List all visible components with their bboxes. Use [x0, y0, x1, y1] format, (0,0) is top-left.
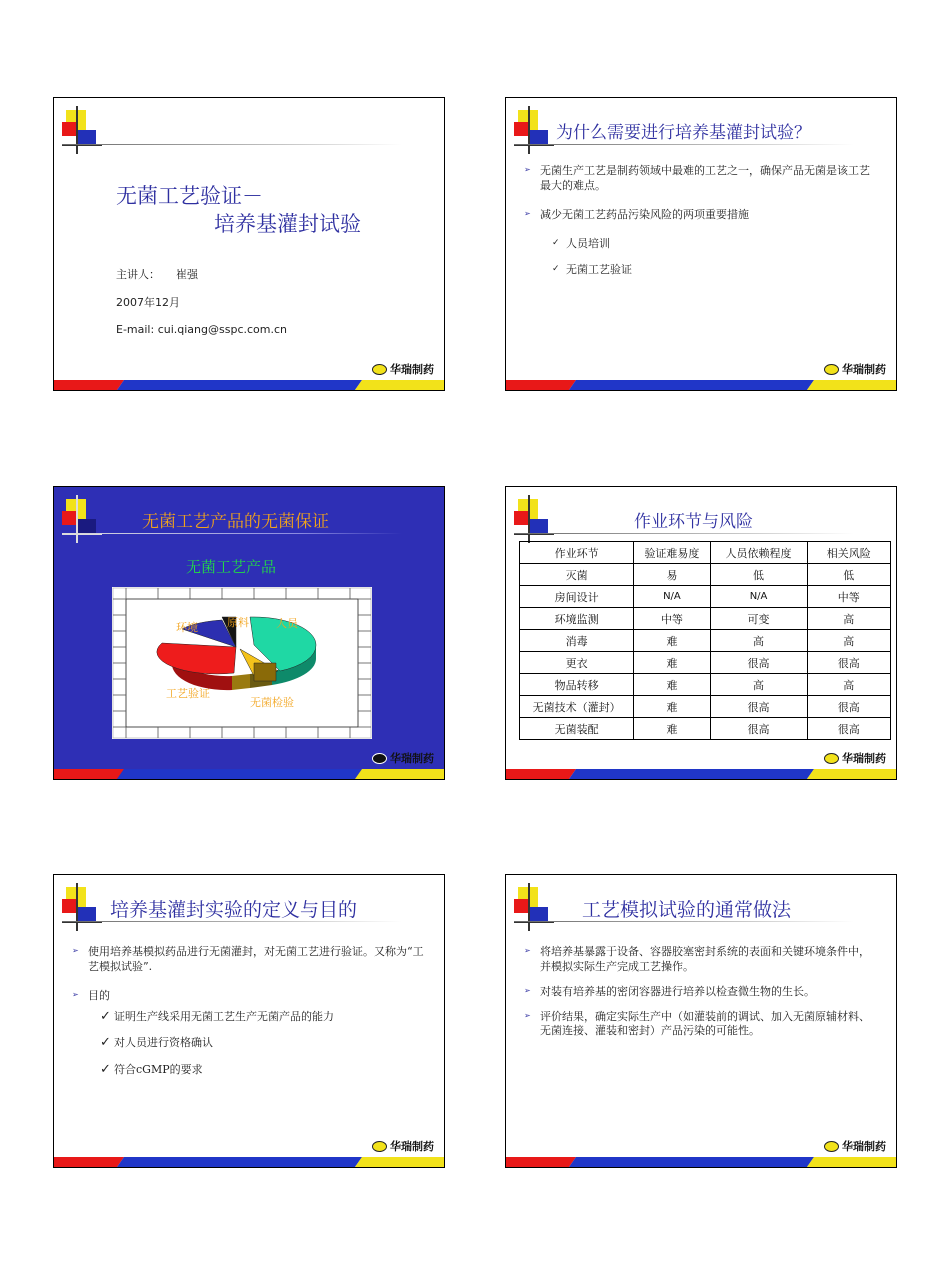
table-cell: 中等	[634, 608, 710, 630]
brand-logo: 华瑞制药	[824, 361, 886, 377]
corner-logo-decoration	[62, 883, 102, 931]
date: 2007年12月	[116, 296, 180, 309]
table-cell: 高	[807, 630, 890, 652]
brand-mark-icon	[372, 1141, 387, 1152]
pie-label-env: 环境	[176, 621, 198, 634]
table-cell: 难	[634, 630, 710, 652]
table-cell: 中等	[807, 586, 890, 608]
table-cell: 易	[634, 564, 710, 586]
brand-logo: 华瑞制药	[824, 750, 886, 766]
pie-label-raw: 原料	[227, 616, 249, 629]
table-cell: 高	[807, 674, 890, 696]
table-row	[520, 696, 891, 718]
presenter	[116, 266, 198, 282]
sub-bullet-item: ✓ 证明生产线采用无菌工艺生产无菌产品的能力	[72, 1010, 426, 1025]
bullet-item: ➢ 对装有培养基的密闭容器进行培养以检查微生物的生长。	[524, 985, 878, 1000]
table-cell: 很高	[807, 652, 890, 674]
table-cell: 高	[710, 630, 807, 652]
corner-logo-decoration	[514, 106, 554, 154]
slide-heading: 作业环节与风险	[634, 512, 753, 532]
slide-heading: 培养基灌封实验的定义与目的	[110, 899, 358, 921]
table-cell: 无菌装配	[520, 718, 634, 740]
table-cell: 难	[634, 718, 710, 740]
pie-chart	[112, 587, 372, 739]
bottom-stripe	[506, 1157, 896, 1167]
bottom-stripe	[54, 1157, 444, 1167]
sub-bullet-item: ✓ 符合cGMP的要求	[72, 1063, 426, 1078]
table-row	[520, 586, 891, 608]
table-cell: 低	[807, 564, 890, 586]
bullet-item: ➢ 目的	[72, 989, 426, 1004]
bullet-item: ➢ 使用培养基模拟药品进行无菌灌封，对无菌工艺进行验证。又称为“工艺模拟试验”.	[72, 945, 426, 975]
table-cell: 更衣	[520, 652, 634, 674]
corner-logo-decoration	[62, 106, 102, 154]
table-cell: 难	[634, 652, 710, 674]
table-cell: N/A	[710, 586, 807, 608]
bullet-item: ➢ 评价结果，确定实际生产中（如灌装前的调试、加入无菌原辅材料、无菌连接、灌装和密封）产品污染的可能性。	[524, 1010, 878, 1040]
chart-subtitle: 无菌工艺产品	[186, 558, 277, 576]
slide-title-line2: 培养基灌封试验	[214, 212, 361, 236]
table-cell: 环境监测	[520, 608, 634, 630]
slide-heading: 为什么需要进行培养基灌封试验？	[556, 123, 811, 143]
slide-title	[53, 97, 445, 391]
table-cell: 消毒	[520, 630, 634, 652]
table-row	[520, 608, 891, 630]
brand-mark-icon	[824, 753, 839, 764]
divider	[514, 144, 854, 145]
brand-mark-icon	[372, 364, 387, 375]
pie-label-staff: 人员	[276, 617, 298, 630]
pie-label-process: 工艺验证	[166, 687, 210, 700]
presenter-name: 崔强	[176, 268, 198, 281]
sub-bullet-item: ✓ 无菌工艺验证	[524, 263, 878, 278]
slide-heading: 无菌工艺产品的无菌保证	[142, 512, 329, 532]
bottom-stripe	[54, 769, 444, 779]
table-cell: 很高	[710, 696, 807, 718]
table-cell: 物品转移	[520, 674, 634, 696]
slide-definition	[53, 874, 445, 1168]
sub-bullet-item: ✓ 人员培训	[524, 237, 878, 252]
bullet-list	[524, 164, 878, 290]
table-cell: 高	[710, 674, 807, 696]
brand-mark-icon	[824, 364, 839, 375]
slide-heading: 工艺模拟试验的通常做法	[582, 899, 792, 921]
table-row	[520, 718, 891, 740]
bullet-list	[72, 945, 426, 1090]
slide-title-line1: 无菌工艺验证－	[116, 184, 263, 208]
bullet-item: ➢ 减少无菌工艺药品污染风险的两项重要措施	[524, 208, 878, 223]
table-header-row	[520, 542, 891, 564]
pie-slice-test-box	[254, 663, 276, 681]
table-row	[520, 652, 891, 674]
table-cell: 难	[634, 696, 710, 718]
slide-process-simulation	[505, 874, 897, 1168]
bullet-item: ➢ 无菌生产工艺是制药领域中最难的工艺之一，确保产品无菌是该工艺最大的难点。	[524, 164, 878, 194]
table-row	[520, 564, 891, 586]
divider	[62, 533, 402, 534]
table-cell: 房间设计	[520, 586, 634, 608]
corner-logo-decoration	[514, 495, 554, 543]
sub-bullet-item: ✓ 对人员进行资格确认	[72, 1036, 426, 1051]
divider	[514, 533, 854, 534]
slide-why	[505, 97, 897, 391]
table-cell: N/A	[634, 586, 710, 608]
brand-logo: 华瑞制药	[824, 1138, 886, 1154]
slide-sterility-assurance	[53, 486, 445, 780]
table-header-cell: 人员依赖程度	[710, 542, 807, 564]
table-cell: 难	[634, 674, 710, 696]
brand-logo: 华瑞制药	[372, 750, 434, 766]
brand-logo: 华瑞制药	[372, 1138, 434, 1154]
bullet-item: ➢ 将培养基暴露于设备、容器胶塞密封系统的表面和关键环境条件中，并模拟实际生产完成工艺操作。	[524, 945, 878, 975]
slide-risk-table	[505, 486, 897, 780]
bottom-stripe	[54, 380, 444, 390]
table-cell: 很高	[710, 718, 807, 740]
brand-mark-icon	[824, 1141, 839, 1152]
corner-logo-decoration	[514, 883, 554, 931]
risk-table	[519, 541, 891, 740]
table-row	[520, 674, 891, 696]
table-row	[520, 630, 891, 652]
table-header-cell: 验证难易度	[634, 542, 710, 564]
email: E-mail: cui.qiang@sspc.com.cn	[116, 323, 287, 336]
corner-logo-decoration	[62, 495, 102, 543]
presenter-label: 主讲人：	[116, 268, 160, 281]
table-header-cell: 相关风险	[807, 542, 890, 564]
table-cell: 很高	[807, 696, 890, 718]
divider	[62, 144, 402, 145]
table-cell: 可变	[710, 608, 807, 630]
table-cell: 低	[710, 564, 807, 586]
brand-mark-icon	[372, 753, 387, 764]
table-cell: 很高	[807, 718, 890, 740]
table-cell: 无菌技术（灌封）	[520, 696, 634, 718]
bottom-stripe	[506, 769, 896, 779]
bullet-list	[524, 945, 878, 1053]
table-cell: 灭菌	[520, 564, 634, 586]
pie-label-test: 无菌检验	[250, 696, 294, 709]
table-cell: 高	[807, 608, 890, 630]
table-cell: 很高	[710, 652, 807, 674]
bottom-stripe	[506, 380, 896, 390]
brand-logo: 华瑞制药	[372, 361, 434, 377]
table-header-cell: 作业环节	[520, 542, 634, 564]
